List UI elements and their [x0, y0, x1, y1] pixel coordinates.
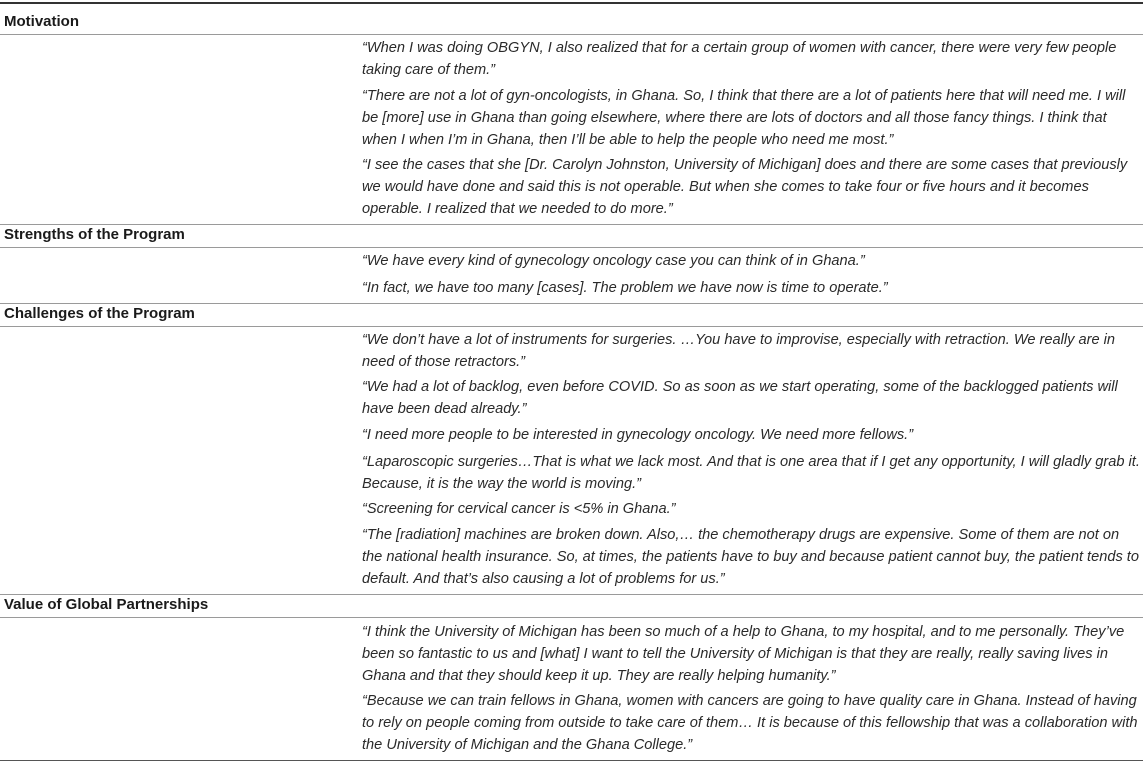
quote-challenges-5: “Screening for cervical cancer is <5% in Ghana.” [362, 501, 676, 517]
quote-challenges-6: “The [radiation] machines are broken down. Also,… the chemotherapy drugs are expensive. Some of them are not on the national health insurance. So, at times, the patients have to buy and because patient cannot buy, the patient tends to default. And that’s also causing a lot of problems for us.” [362, 527, 1139, 587]
section-divider [0, 617, 1143, 618]
section-title-challenges: Challenges of the Program [4, 305, 195, 322]
quote-partnerships-2: “Because we can train fellows in Ghana, women with cancers are going to have quality care in Ghana. Instead of having to rely on people coming from outside to take care of them… It is because of this fellowship that was a collaboration with the University of Michigan and the Ghana College.” [362, 693, 1138, 753]
section-title-motivation: Motivation [4, 13, 79, 30]
quote-motivation-2: “There are not a lot of gyn-oncologists, in Ghana. So, I think that there are a lot of patients here that will need me. I will be [more] use in Ghana than going elsewhere, where there are lots of doctors and all those fancy things. I think that when I when I’m in Ghana, then I’ll be able to help the people who need me most.” [362, 88, 1126, 148]
quote-challenges-3: “I need more people to be interested in gynecology oncology. We need more fellows.” [362, 427, 914, 443]
section-divider [0, 34, 1143, 35]
quote-partnerships-1: “I think the University of Michigan has been so much of a help to Ghana, to my hospital, and to me personally. They’ve been so fantastic to us and [what] I want to tell the University of Michigan is that they are really, really saving lives in Ghana and that they should keep it up. They are really helping humanity.” [362, 624, 1125, 684]
quote-challenges-4: “Laparoscopic surgeries…That is what we lack most. And that is one area that if I get any opportunity, I will gladly grab it. Because, it is the way the world is moving.” [362, 454, 1140, 492]
quote-challenges-2: “We had a lot of backlog, even before COVID. So as soon as we start operating, some of the backlogged patients will have been dead already.” [362, 379, 1118, 417]
quote-strengths-1: “We have every kind of gynecology oncology case you can think of in Ghana.” [362, 253, 865, 269]
table-bottom-rule [0, 760, 1143, 761]
section-divider [0, 594, 1143, 595]
section-divider [0, 224, 1143, 225]
section-title-partnerships: Value of Global Partnerships [4, 596, 209, 613]
section-divider [0, 247, 1143, 248]
section-divider [0, 326, 1143, 327]
quote-motivation-1: “When I was doing OBGYN, I also realized that for a certain group of women with cancer, there were very few people taking care of them.” [362, 40, 1117, 78]
table-top-rule [0, 2, 1143, 4]
quote-motivation-3: “I see the cases that she [Dr. Carolyn Johnston, University of Michigan] does and there are some cases that previously we would have done and said this is not operable. But when she comes to take four or five hours and it becomes operable. I realized that we needed to do more.” [362, 157, 1128, 217]
section-divider [0, 303, 1143, 304]
quote-challenges-1: “We don’t have a lot of instruments for surgeries. …You have to improvise, especially with retraction. We really are in need of those retractors.” [362, 332, 1115, 370]
quote-strengths-2: “In fact, we have too many [cases]. The problem we have now is time to operate.” [362, 280, 888, 296]
section-title-strengths: Strengths of the Program [4, 226, 185, 243]
